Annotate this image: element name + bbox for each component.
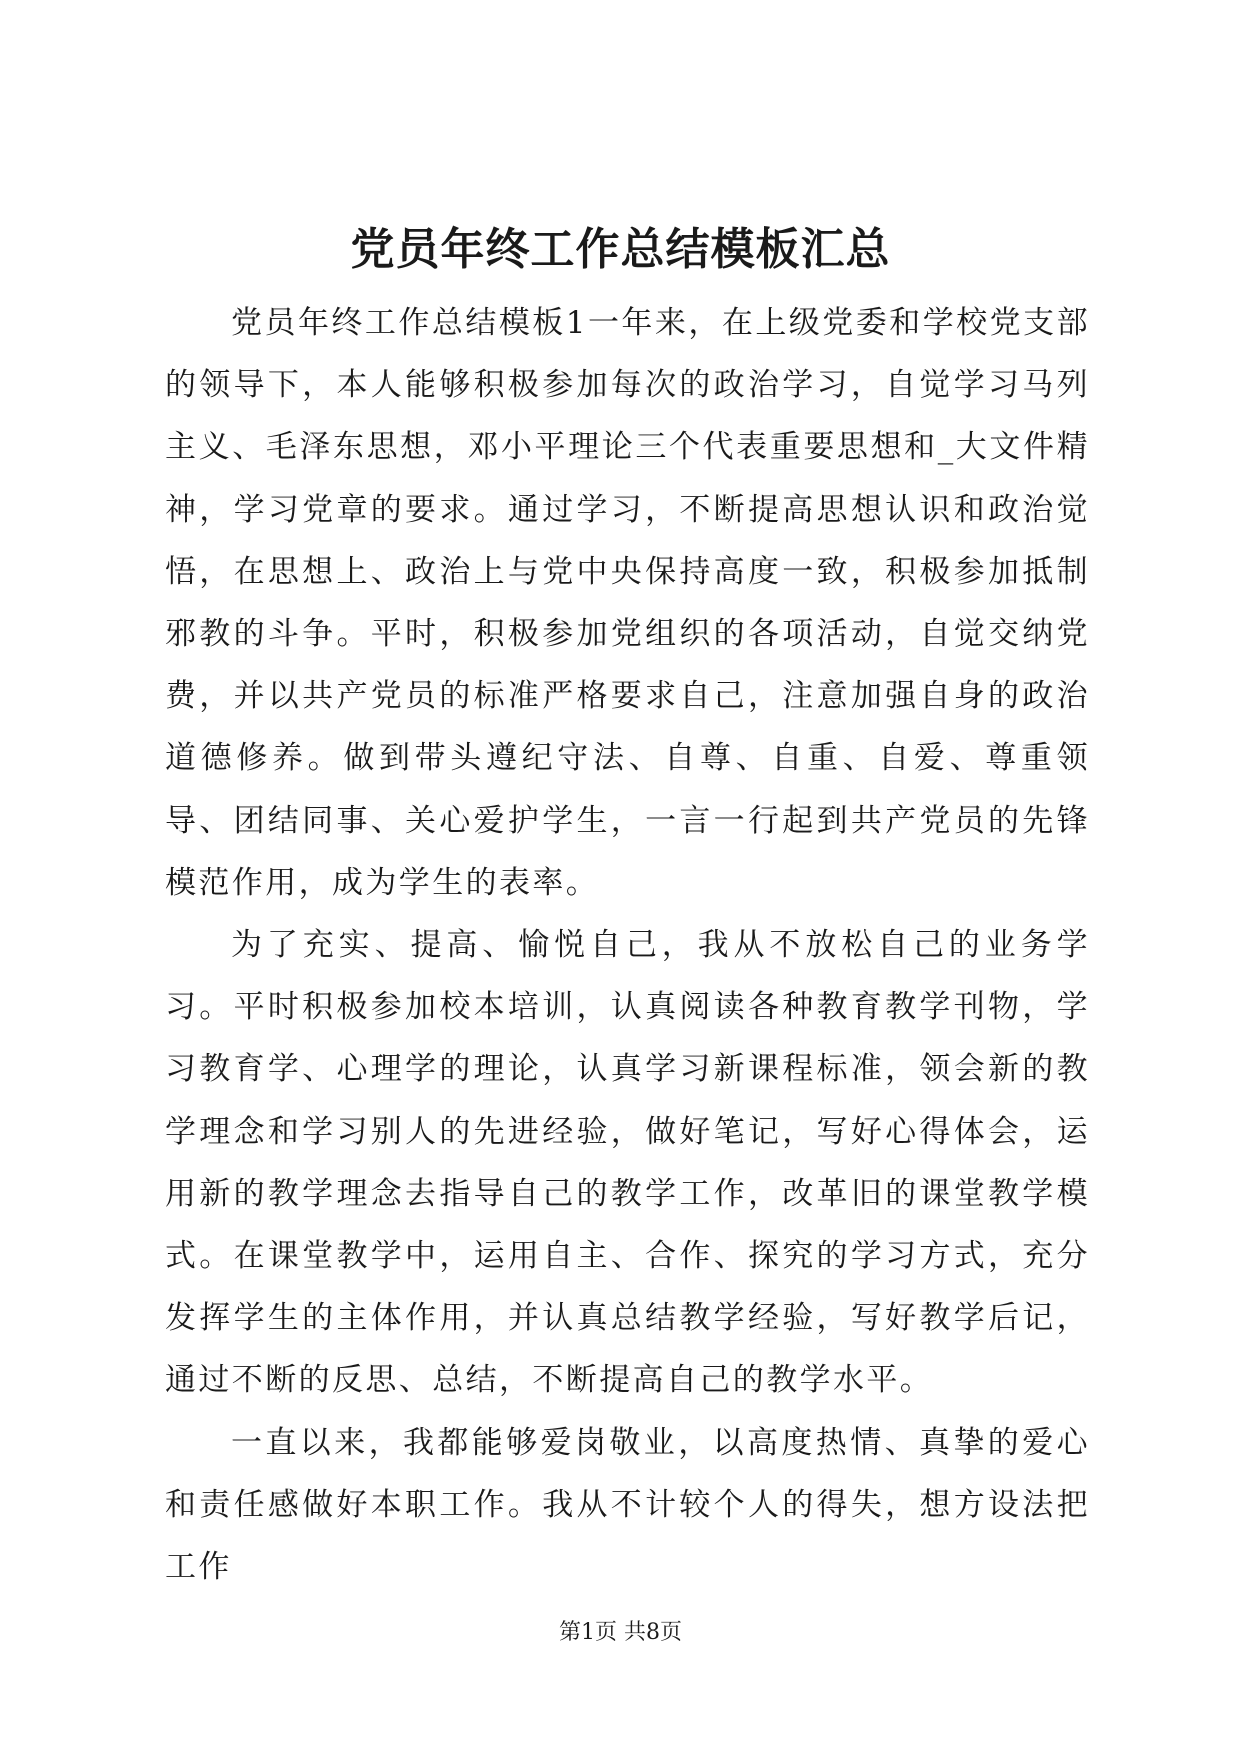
document-title: 党员年终工作总结模板汇总: [350, 224, 891, 275]
paragraph: 一直以来，我都能够爱岗敬业，以高度热情、真挚的爱心和责任感做好本职工作。我从不计较个人的得失，想方设法把工作: [165, 1424, 1090, 1586]
paragraph: 为了充实、提高、愉悦自己，我从不放松自己的业务学习。平时积极参加校本培训，认真阅读各种教育教学刊物，学习教育学、心理学的理论，认真学习新课程标准，领会新的教学理念和学习别人的先进经验，做好笔记，写好心得体会，运用新的教学理念去指导自己的教学工作，改革旧的课堂教学模式。在课堂教学中，运用自主、合作、探究的学习方式，充分发挥学生的主体作用，并认真总结教学经验，写好教学后记，通过不断的反思、总结，不断提高自己的教学水平。: [165, 927, 1090, 1399]
paragraph: 党员年终工作总结模板1一年来，在上级党委和学校党支部的领导下，本人能够积极参加每次的政治学习，自觉学习马列主义、毛泽东思想，邓小平理论三个代表重要思想和_大文件精神，学习党章的要求。通过学习，不断提高思想认识和政治觉悟，在思想上、政治上与党中央保持高度一致，积极参加抵制邪教的斗争。平时，积极参加党组织的各项活动，自觉交纳党费，并以共产党员的标准严格要求自己，注意加强自身的政治道德修养。做到带头遵纪守法、自尊、自重、自爱、尊重领导、团结同事、关心爱护学生，一言一行起到共产党员的先锋模范作用，成为学生的表率。: [165, 305, 1090, 901]
document-body: [165, 292, 1090, 1598]
page-number-footer: 第1页 共8页: [559, 1620, 682, 1645]
